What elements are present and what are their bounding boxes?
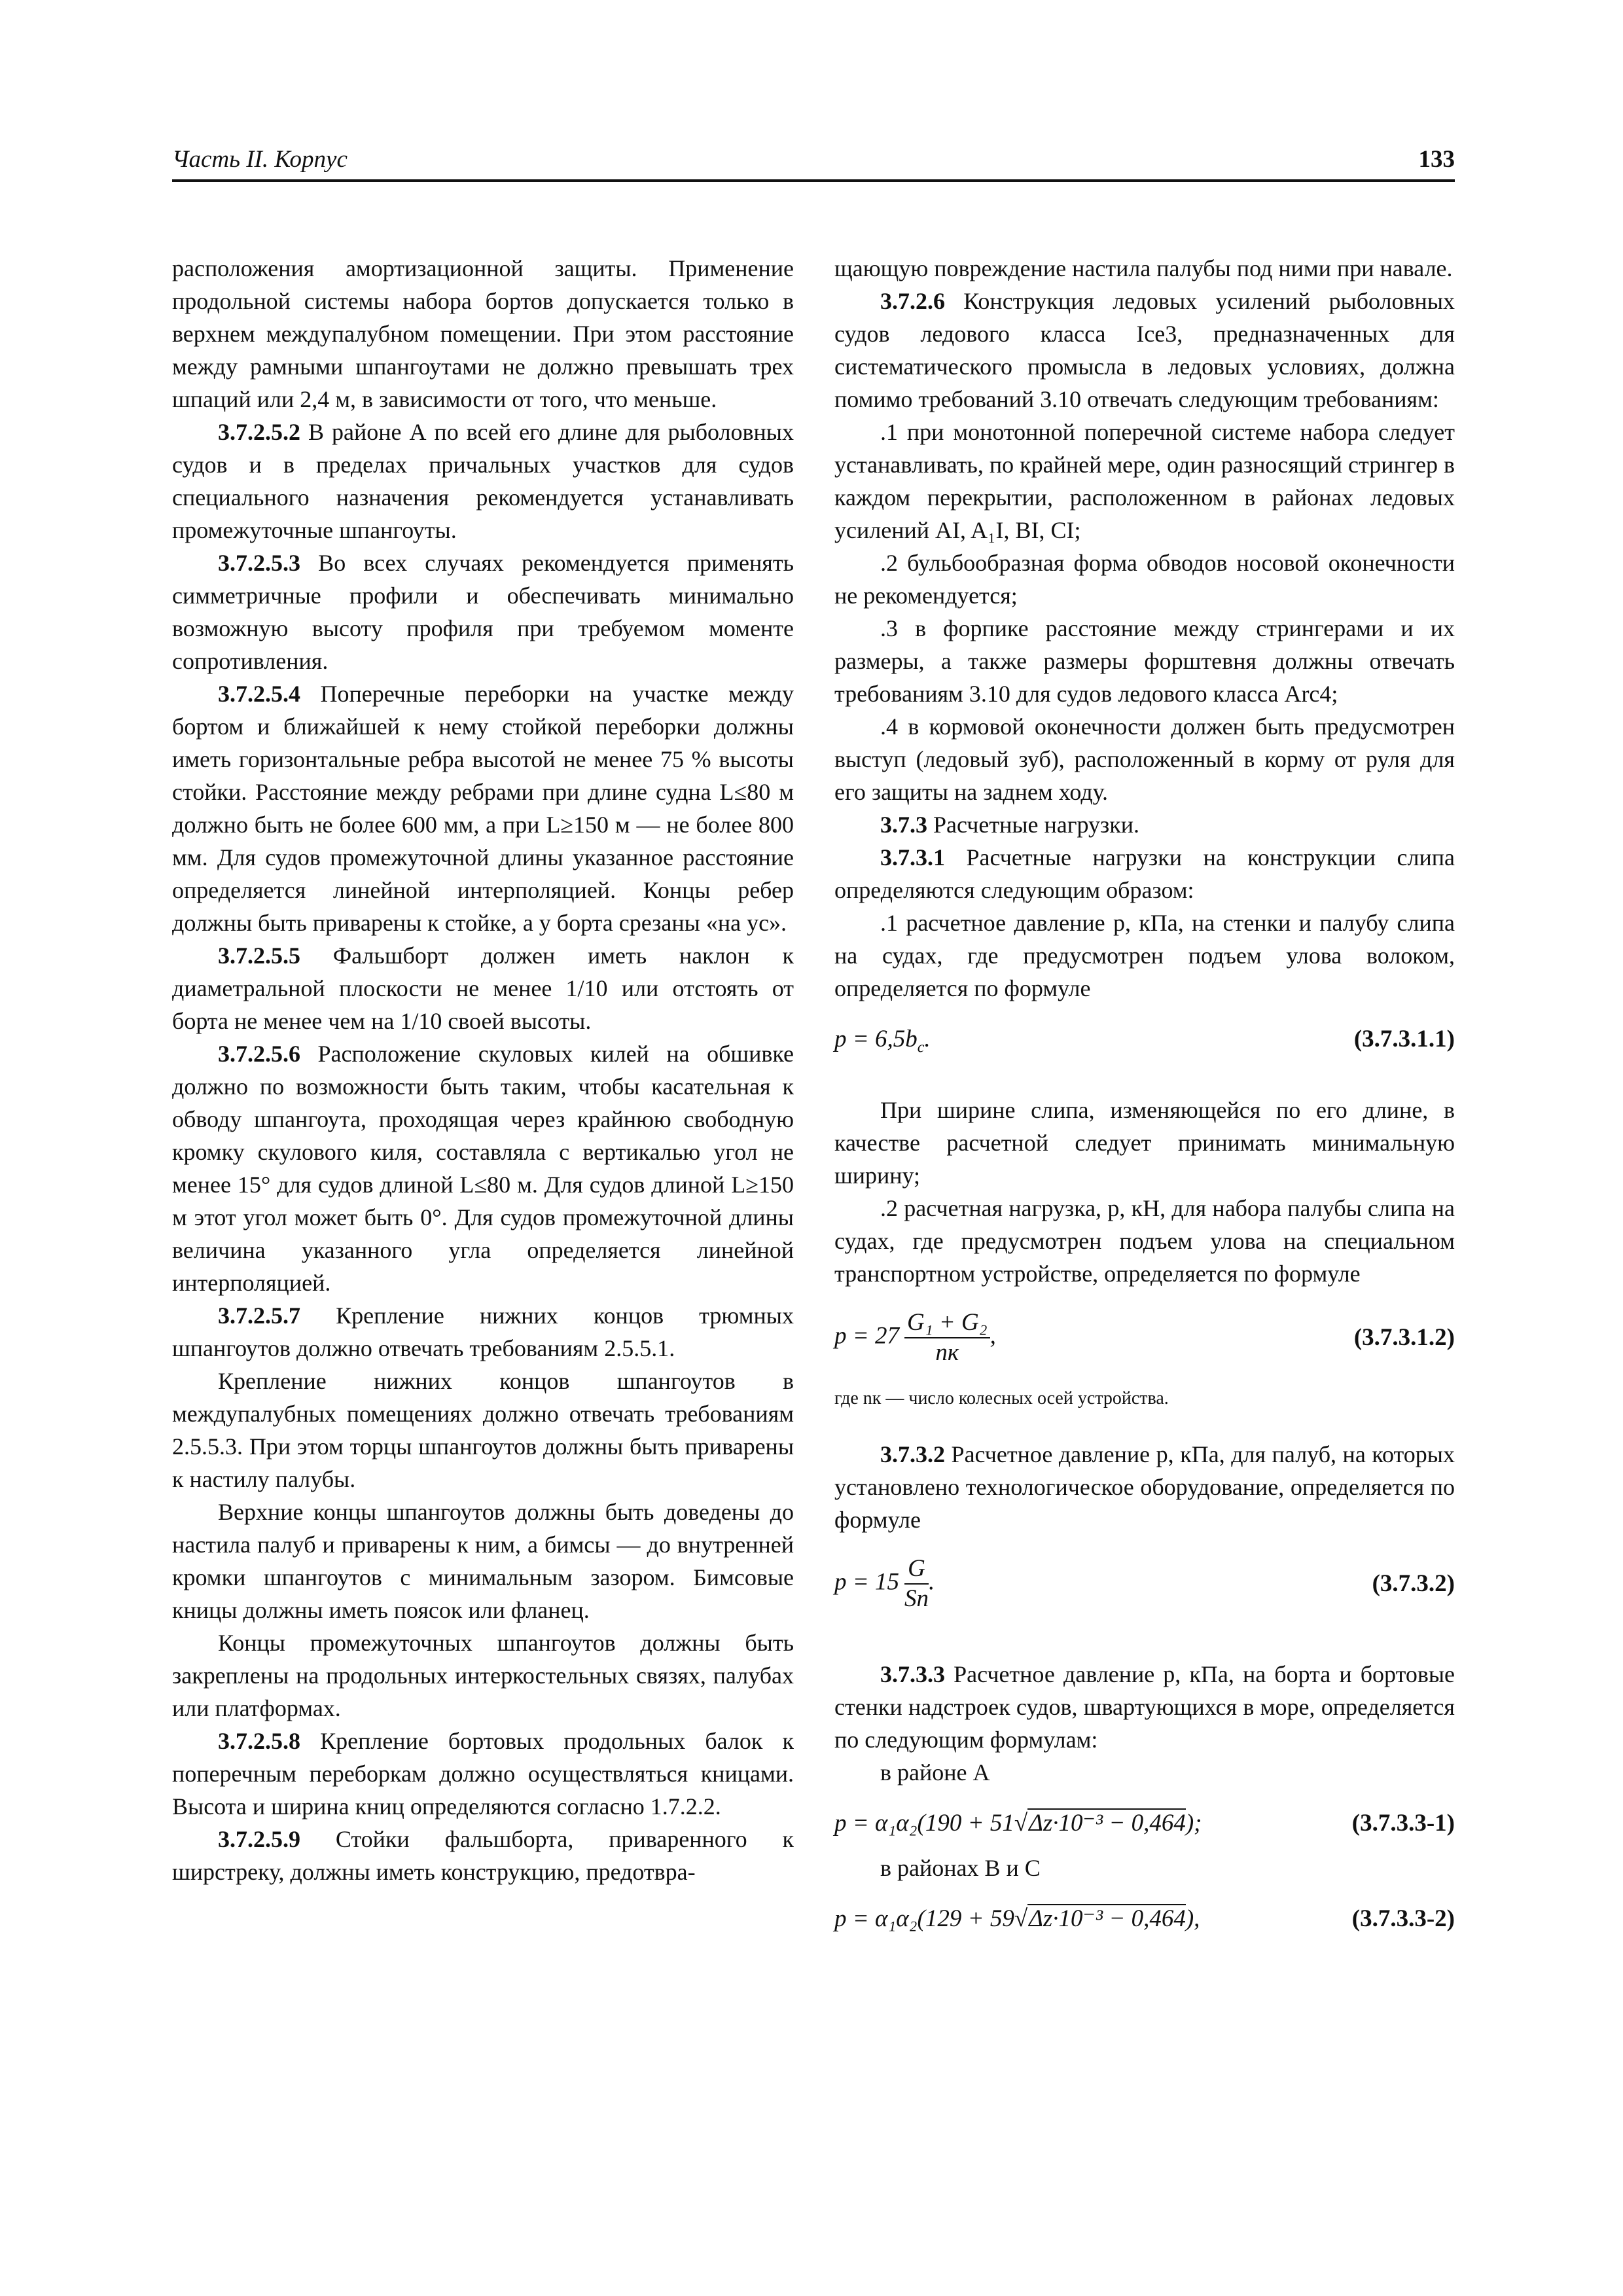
paragraph-text: Фальшборт должен иметь наклон к диаметральной плоскости не менее 1/10 или отстоять от борта не менее чем на 1/10 своей высоты. <box>172 942 794 1034</box>
paragraph: расположения амортизационной защиты. Применение продольной системы набора бортов допускается только в верхнем междупалубном помещении. При этом расстояние между рамными шпангоутами не должно превышать трех шпаций или 2,4 м, в зависимости от того, что меньше. <box>172 255 794 412</box>
paragraph-text: Расчетные нагрузки на конструкции слипа определяются следующим образом: <box>834 844 1455 903</box>
paragraph <box>172 547 794 677</box>
equation-body: $p = 6,5b_c$. <box>834 1026 931 1056</box>
section-number: 3.7.2.5.5 <box>218 942 300 969</box>
section-number: 3.7.2.6 <box>880 288 945 314</box>
paragraph <box>172 1299 794 1365</box>
equation-body: p = α₁α₂(129 + 59√Δz·10⁻³ − 0,464), <box>834 1905 1200 1932</box>
section-number: 3.7.2.5.8 <box>218 1728 300 1754</box>
paragraph-text: Расчетное давление p, кПа, на борта и бортовые стенки надстроек судов, швартующихся в море, определяется по следующим формулам: <box>834 1661 1455 1753</box>
paragraph <box>834 1658 1455 1756</box>
paragraph: Концы промежуточных шпангоутов должны быть закреплены на продольных интеркостельных связях, палубах или платформах. <box>172 1630 794 1721</box>
paragraph <box>172 1823 794 1888</box>
paragraph <box>834 841 1455 906</box>
equation-body: p = 27 $\frac{\text{G₁ + G₂}}{nк}$ , <box>834 1309 996 1366</box>
paragraph-text: Стойки фальшборта, приваренного к ширстреку, должны иметь конструкцию, предотвра- <box>172 1826 794 1885</box>
list-item: .2 бульбообразная форма обводов носовой оконечности не рекомендуется; <box>834 550 1455 609</box>
paragraph: щающую повреждение настила палубы под ними при навале. <box>834 255 1453 281</box>
paragraph-text: В районе А по всей его длине для рыболовных судов и в пределах причальных участков для судов специального назначения рекомендуется устанавливать промежуточные шпангоуты. <box>172 419 794 543</box>
section-number: 3.7.2.5.7 <box>218 1302 300 1329</box>
equation-number: (3.7.3.1.2) <box>1353 1324 1455 1351</box>
list-item: .1 расчетное давление p, кПа, на стенки и палубу слипа на судах, где предусмотрен подъем улова волоком, определяется по формуле <box>834 910 1455 1001</box>
paragraph-text: Расчетное давление p, кПа, для палуб, на которых установлено технологическое оборудование, определяется по формуле <box>834 1441 1455 1533</box>
section-number: 3.7.2.5.9 <box>218 1826 300 1852</box>
paragraph-text: Во всех случаях рекомендуется применять симметричные профили и обеспечивать минимально возможную высоту профиля при требуемом моменте сопротивления. <box>172 550 794 674</box>
paragraph <box>834 285 1455 416</box>
equation-number: (3.7.3.2) <box>1372 1570 1455 1597</box>
paragraph-text: Крепление нижних концов трюмных шпангоутов должно отвечать требованиям 2.5.5.1. <box>172 1302 794 1361</box>
paragraph: Крепление нижних концов шпангоутов в междупалубных помещениях должно отвечать требованиям 2.5.5.3. При этом торцы шпангоутов должны быть приварены к настилу палубы. <box>172 1368 794 1492</box>
equation-number: (3.7.3.1.1) <box>1353 1026 1455 1052</box>
page-header <box>172 145 1455 182</box>
section-number: 3.7.2.5.2 <box>218 419 300 445</box>
section-number: 3.7.3.2 <box>880 1441 945 1467</box>
list-item: .3 в форпике расстояние между стрингерами и их размеры, а также размеры форштевня должны отвечать требованиям 3.10 для судов ледового класса Arc4; <box>834 615 1455 707</box>
equation-number: (3.7.3.3-1) <box>1351 1810 1455 1837</box>
equation-number: (3.7.3.3-2) <box>1351 1905 1455 1932</box>
list-item: .1 при монотонной поперечной системе набора следует устанавливать, по крайней мере, один разносящий стрингер в каждом перекрытии, расположенном в районах ледовых усилений AI, A₁I, BI, CI; <box>834 419 1455 543</box>
section-number: 3.7.3.3 <box>880 1661 945 1687</box>
running-title: Часть II. Корпус <box>172 146 348 173</box>
equation-body: p = α₁α₂(190 + 51√Δz·10⁻³ − 0,464); <box>834 1810 1202 1837</box>
equation-3-7-3-3-1 <box>834 1801 1455 1840</box>
section-number: 3.7.2.5.3 <box>218 550 300 576</box>
page-number: 133 <box>1418 146 1455 173</box>
paragraph <box>172 1037 794 1299</box>
equation-body: p = 15 $\frac{G}{Sп}$ . <box>834 1555 935 1612</box>
paragraph <box>834 1438 1455 1536</box>
paragraph <box>172 939 794 1037</box>
section-number: 3.7.3.1 <box>880 844 945 870</box>
paragraph <box>172 677 794 939</box>
paragraph-text: Конструкция ледовых усилений рыболовных судов ледового класса Ice3, предназначенных для систематического промысла в ледовых условиях, должна помимо требований 3.10 отвечать следующим требованиям: <box>834 288 1455 412</box>
equation-3-7-3-3-2 <box>834 1896 1455 1935</box>
paragraph-text: Крепление бортовых продольных балок к поперечным переборкам должно осуществляться кницами. Высота и ширина книц определяются согласно 1.7.2.2. <box>172 1728 794 1820</box>
equation-3-7-3-1-1 <box>834 1016 1455 1056</box>
equation-note: где nк — число колесных осей устройства. <box>834 1388 1169 1408</box>
equation-3-7-3-1-2 <box>834 1302 1455 1374</box>
paragraph: Верхние концы шпангоутов должны быть доведены до настила палуб и приварены к ним, а бимсы — до внутренней кромки шпангоутов с минимальным зазором. Бимсовые кницы должны иметь поясок или фланец. <box>172 1499 794 1623</box>
paragraph: При ширине слипа, изменяющейся по его длине, в качестве расчетной следует принимать минимальную ширину; <box>834 1097 1455 1189</box>
section-number: 3.7.2.5.4 <box>218 681 300 707</box>
equation-3-7-3-2 <box>834 1548 1455 1620</box>
paragraph <box>172 1725 794 1823</box>
paragraph-text: Расположение скуловых килей на обшивке должно по возможности быть таким, чтобы касательная к обводу шпангоута, проходящая через крайнюю свободную кромку скулового киля, составляла с вертикалью угол не менее 15° для судов длиной L≤80 м. Для судов длиной L≥150 м этот угол может быть 0°. Для судов промежуточной длины величина указанного угла определяется линейной интерполяцией. <box>172 1041 794 1296</box>
paragraph: в районе А <box>880 1759 990 1785</box>
section-number: 3.7.2.5.6 <box>218 1041 300 1067</box>
paragraph <box>172 416 794 547</box>
list-item: .4 в кормовой оконечности должен быть предусмотрен выступ (ледовый зуб), расположенный в корму от руля для его защиты на заднем ходу. <box>834 713 1455 805</box>
paragraph: в районах В и С <box>880 1855 1041 1881</box>
paragraph <box>834 808 1455 841</box>
list-item: .2 расчетная нагрузка, p, кН, для набора палубы слипа на судах, где предусмотрен подъем улова на специальном транспортном устройстве, определяется по формуле <box>834 1195 1455 1287</box>
section-number: 3.7.3 <box>880 812 927 838</box>
left-column <box>172 252 794 1888</box>
section-heading: Расчетные нагрузки. <box>927 812 1140 838</box>
paragraph-text: Поперечные переборки на участке между бортом и ближайшей к нему стойкой переборки должны иметь горизонтальные ребра высотой не менее 75 % высоты стойки. Расстояние между ребрами при длине судна L≤80 м должно быть не более 600 мм, а при L≥150 м — не более 800 мм. Для судов промежуточной длины указанное расстояние определяется линейной интерполяцией. Концы ребер должны быть приварены к стойке, а у борта срезаны «на ус». <box>172 681 794 936</box>
right-column <box>834 252 1455 1947</box>
